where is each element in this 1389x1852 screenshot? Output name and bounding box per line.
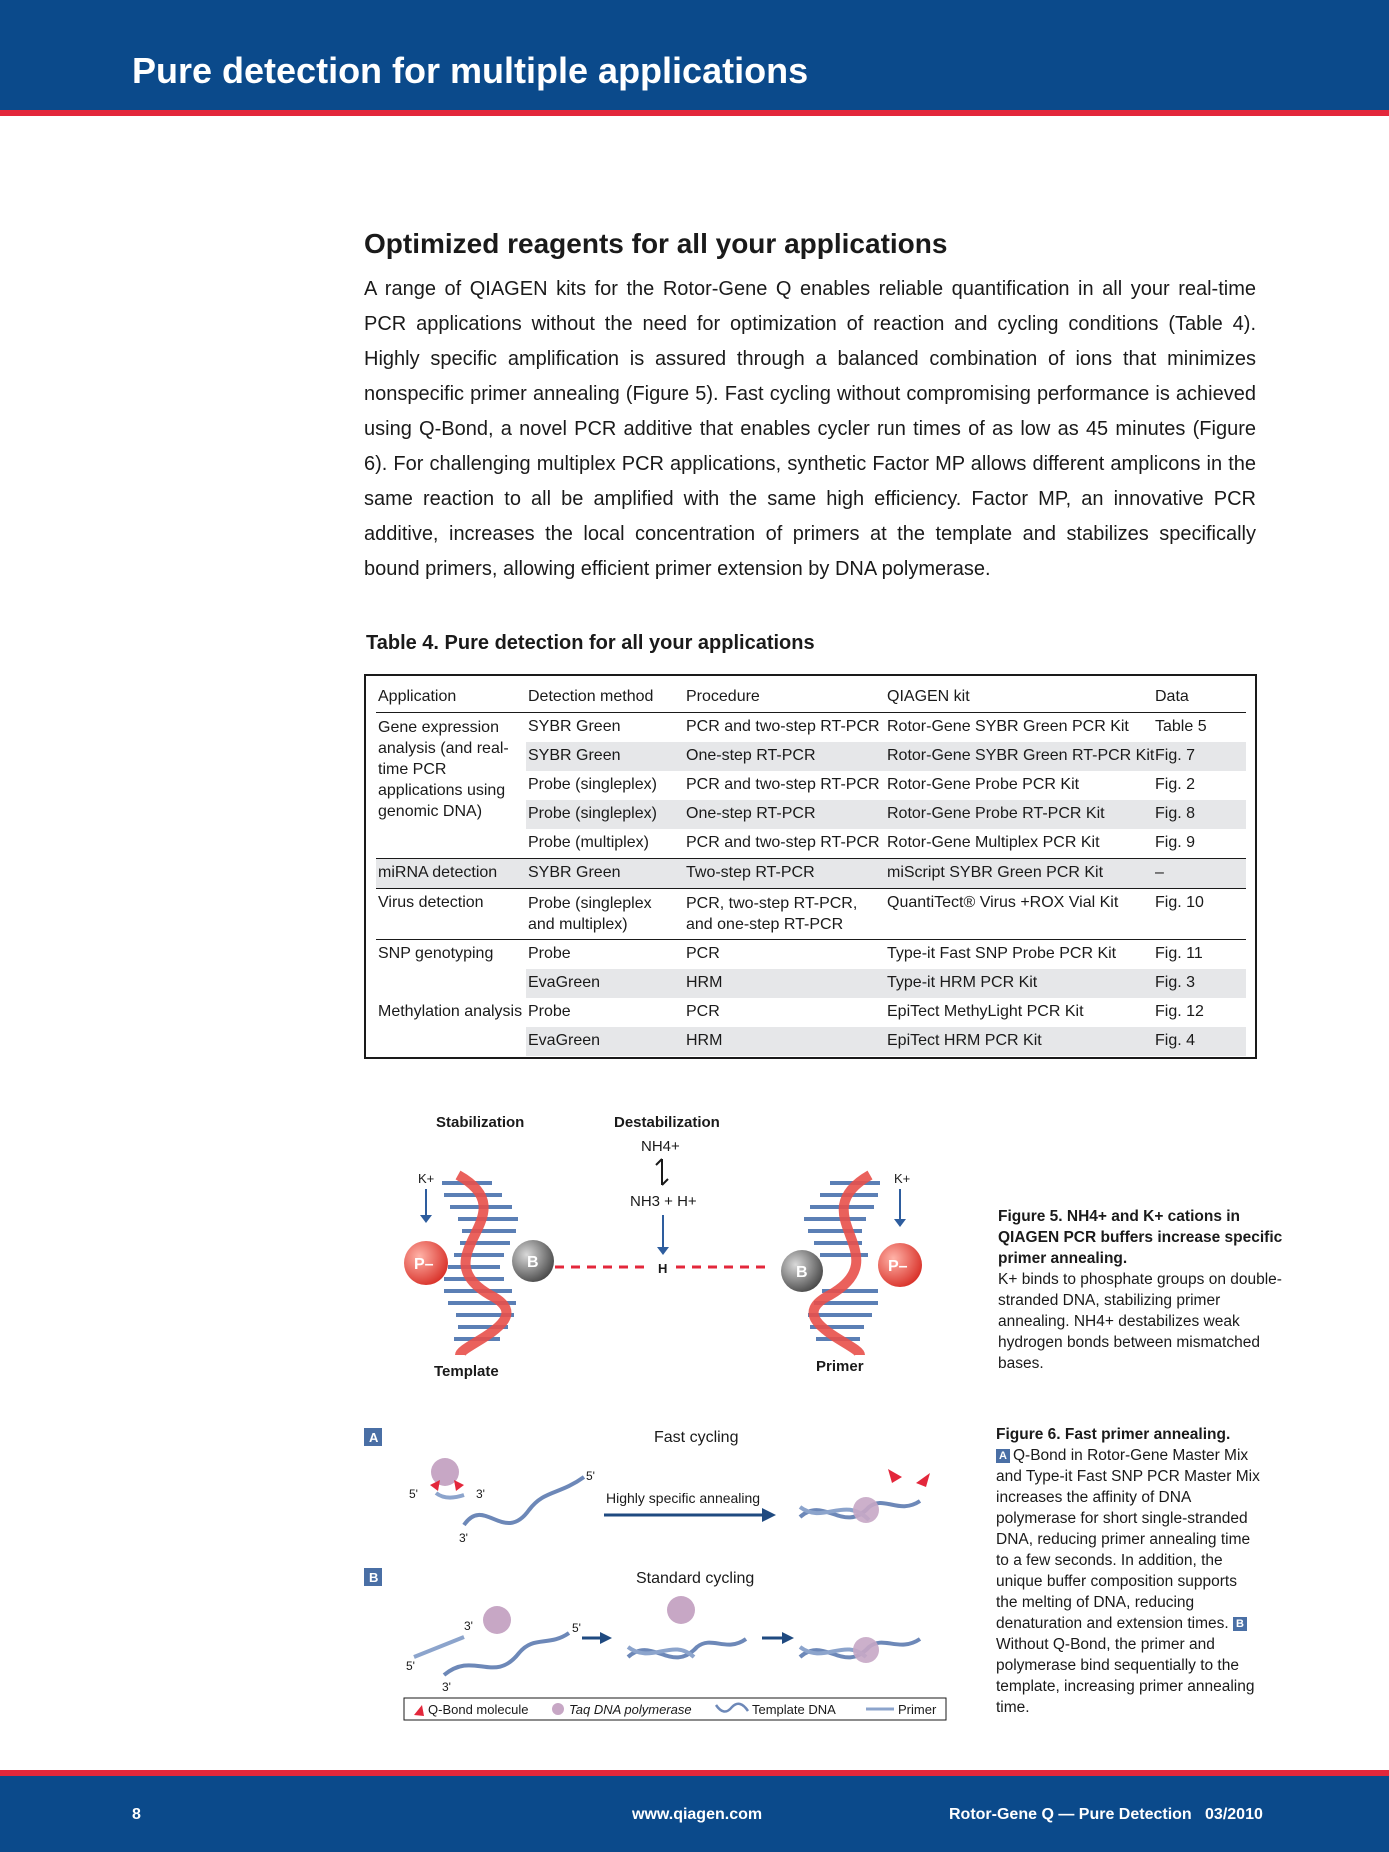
- cell-method: SYBR Green: [528, 718, 621, 735]
- cell-method: Probe (singleplex): [528, 776, 657, 793]
- k-left-arrowhead: [420, 1215, 432, 1223]
- nh4-label: NH4+: [641, 1138, 680, 1155]
- cell-data: Fig. 10: [1153, 889, 1246, 940]
- nh3-label: NH3 + H+: [630, 1193, 697, 1210]
- taq-legend-icon: [552, 1703, 564, 1715]
- three-prime-a1: 3': [476, 1487, 485, 1501]
- five-prime-b2: 5': [572, 1621, 581, 1635]
- table-row: [376, 940, 1246, 970]
- k-right-label: K+: [894, 1171, 911, 1186]
- cell-procedure: PCR and two-step RT-PCR: [686, 834, 880, 851]
- standard-cycling-title: Standard cycling: [636, 1570, 755, 1587]
- figure-5-diagram: [400, 1105, 940, 1390]
- legend-template: Template DNA: [752, 1702, 836, 1717]
- five-prime-a1: 5': [409, 1487, 418, 1501]
- legend-taq: Taq DNA polymerase: [569, 1702, 692, 1717]
- destabilization-label: Destabilization: [614, 1114, 720, 1131]
- section-body: A range of QIAGEN kits for the Rotor-Gene Q enables reliable quantification in all your real-time PCR applications without the need for optimization of reaction and cycling conditions (Table 4). Highly specific amplification is assured through a balanced combination of ions that minimizes nonspecific primer annealing (Figure 5). Fast cycling without compromising performance is achieved using Q-Bond, a novel PCR additive that enables cycler run times of as low as 45 minutes (Figure 6). For challenging multiplex PCR applications, synthetic Factor MP allows different amplicons in the same reaction to all be amplified with the same high efficiency. Factor MP, an innovative PCR additive, increases the local concentration of primers at the template and stabilizes specifically bound primers, allowing efficient primer extension by DNA polymerase.: [364, 278, 1256, 580]
- badge-b-label: B: [369, 1570, 379, 1585]
- qbond-a2: [454, 1480, 464, 1491]
- cell-application: SNP genotyping: [376, 940, 526, 999]
- cell-method: SYBR Green: [526, 742, 684, 771]
- cell-data: Fig. 2: [1155, 776, 1196, 793]
- stabilization-label: Stabilization: [436, 1114, 525, 1131]
- cell-kit: Rotor-Gene SYBR Green RT-PCR Kit: [885, 742, 1153, 771]
- cell-procedure: One-step RT-PCR: [684, 800, 885, 829]
- k-left-label: K+: [418, 1171, 435, 1186]
- table-row: [376, 859, 1246, 889]
- header-detection-method: Detection method: [526, 684, 684, 713]
- cell-kit: Rotor-Gene Probe RT-PCR Kit: [885, 800, 1153, 829]
- footer-url: www.qiagen.com: [632, 1806, 763, 1823]
- header-application: Application: [376, 684, 526, 713]
- header-stripe: [0, 110, 1389, 116]
- legend-qbond: Q-Bond molecule: [428, 1702, 529, 1717]
- figure-5-caption-title: Figure 5. NH4+ and K+ cations in QIAGEN PCR buffers increase specific primer annealing.: [998, 1208, 1283, 1267]
- badge-a-label: A: [369, 1430, 379, 1445]
- figure-6-caption: [996, 1424, 1262, 1718]
- header-qiagen-kit: QIAGEN kit: [885, 684, 1153, 713]
- table-header-row: [376, 684, 1246, 713]
- cell-kit: Rotor-Gene SYBR Green PCR Kit: [887, 718, 1129, 735]
- annealing-arrowhead: [762, 1508, 776, 1522]
- b-right-label: B: [796, 1264, 808, 1281]
- caption-badge-a: A: [996, 1449, 1010, 1463]
- cell-kit: QuantiTect® Virus +ROX Vial Kit: [885, 889, 1153, 940]
- k-right-arrowhead: [894, 1219, 906, 1227]
- fast-cycling-title: Fast cycling: [654, 1429, 739, 1446]
- cell-method: Probe (singleplex and multiplex): [526, 889, 684, 940]
- cell-procedure: Two-step RT-PCR: [684, 859, 885, 889]
- taq-polymerase-a-result: [853, 1497, 879, 1523]
- figure-6-caption-title: Figure 6. Fast primer annealing.: [996, 1426, 1231, 1443]
- three-prime-b2: 3': [442, 1680, 451, 1694]
- taq-polymerase-b2: [483, 1606, 511, 1634]
- cell-data: Fig. 9: [1155, 834, 1196, 851]
- cell-procedure: PCR: [684, 940, 885, 970]
- cell-kit: Rotor-Gene Probe PCR Kit: [887, 776, 1080, 793]
- cell-method: SYBR Green: [526, 859, 684, 889]
- template-a: [464, 1477, 584, 1525]
- applications-table: [376, 684, 1246, 1056]
- highly-specific-annealing-label: Highly specific annealing: [606, 1490, 761, 1506]
- five-prime-b1: 5': [406, 1659, 415, 1673]
- cell-data: Fig. 7: [1153, 742, 1246, 771]
- three-prime-a2: 3': [459, 1531, 468, 1545]
- cell-kit: miScript SYBR Green PCR Kit: [885, 859, 1153, 889]
- table-title: Table 4. Pure detection for all your applications: [366, 632, 815, 654]
- cell-method: Probe: [526, 940, 684, 970]
- cell-data: Fig. 3: [1153, 969, 1246, 998]
- cell-application: Gene expression analysis (and real-time PCR applications using genomic DNA): [378, 719, 509, 820]
- primer-b: [414, 1637, 464, 1657]
- primer-label: Primer: [816, 1358, 864, 1375]
- p-right-label: P–: [888, 1258, 908, 1275]
- cell-application: Methylation analysis: [378, 1003, 523, 1020]
- cell-procedure: HRM: [684, 969, 885, 998]
- h-arrow-head: [657, 1247, 669, 1255]
- cell-method: Probe (singleplex): [526, 800, 684, 829]
- figure-6-diagram: [364, 1425, 956, 1725]
- cell-kit: Type-it HRM PCR Kit: [885, 969, 1153, 998]
- cell-application: Virus detection: [376, 889, 526, 940]
- page-title: Pure detection for multiple applications: [132, 50, 809, 91]
- taq-polymerase-b-result: [853, 1637, 879, 1663]
- table-row: [376, 889, 1246, 940]
- cell-procedure: PCR, two-step RT-PCR, and one-step RT-PCR: [684, 889, 885, 940]
- taq-polymerase-b1: [667, 1596, 695, 1624]
- section-title: Optimized reagents for all your applications: [364, 228, 948, 259]
- cell-data: Fig. 12: [1155, 1003, 1204, 1020]
- b-left-label: B: [527, 1254, 539, 1271]
- cell-data: –: [1153, 859, 1246, 889]
- data-table: [364, 674, 1257, 1059]
- cell-procedure: PCR and two-step RT-PCR: [686, 776, 880, 793]
- header-procedure: Procedure: [684, 684, 885, 713]
- figure-6-caption-b: Without Q-Bond, the primer and polymerase bind sequentially to the template, increasing primer annealing time.: [996, 1636, 1255, 1716]
- cell-application: miRNA detection: [376, 859, 526, 889]
- cell-kit: EpiTect MethyLight PCR Kit: [887, 1003, 1084, 1020]
- cell-method: Probe: [528, 1003, 571, 1020]
- qbond-a4: [916, 1473, 930, 1487]
- cell-data: Fig. 8: [1153, 800, 1246, 829]
- cell-data: Fig. 4: [1153, 1027, 1246, 1056]
- cell-method: EvaGreen: [526, 1027, 684, 1056]
- template-label: Template: [434, 1363, 499, 1380]
- cell-data: Fig. 11: [1153, 940, 1246, 970]
- h-label: H: [658, 1261, 668, 1276]
- primer-a: [436, 1493, 464, 1498]
- legend-primer: Primer: [898, 1702, 937, 1717]
- three-prime-b1: 3': [464, 1619, 473, 1633]
- cell-kit: EpiTect HRM PCR Kit: [885, 1027, 1153, 1056]
- page-number: 8: [132, 1806, 141, 1823]
- cell-kit: Rotor-Gene Multiplex PCR Kit: [887, 834, 1100, 851]
- arrow-b2-head: [782, 1632, 794, 1644]
- table-row: [376, 713, 1246, 743]
- cell-method: Probe (multiplex): [528, 834, 649, 851]
- caption-badge-b: B: [1233, 1617, 1247, 1631]
- cell-procedure: One-step RT-PCR: [684, 742, 885, 771]
- template-helix: [442, 1175, 518, 1355]
- cell-procedure: PCR and two-step RT-PCR: [686, 718, 880, 735]
- table-row: [376, 998, 1246, 1027]
- qbond-a3: [888, 1469, 902, 1483]
- cell-procedure: HRM: [684, 1027, 885, 1056]
- p-left-label: P–: [414, 1256, 434, 1273]
- header-data: Data: [1153, 684, 1246, 713]
- figure-5-caption: [998, 1206, 1288, 1374]
- cell-data: Table 5: [1155, 718, 1207, 735]
- cell-procedure: PCR: [686, 1003, 720, 1020]
- cell-method: EvaGreen: [526, 969, 684, 998]
- footer-document: Rotor-Gene Q — Pure Detection 03/2010: [949, 1806, 1263, 1823]
- figure-6-caption-a: Q-Bond in Rotor-Gene Master Mix and Type-it Fast SNP PCR Master Mix increases the affinity of DNA polymerase for short single-stranded DNA, reducing primer annealing time to a few seconds. In addition, the unique buffer composition supports the melting of DNA, reducing denaturation and extension times.: [996, 1447, 1260, 1632]
- arrow-b1-head: [600, 1632, 612, 1644]
- equilibrium-arrow: [656, 1159, 668, 1185]
- five-prime-a2: 5': [586, 1469, 595, 1483]
- cell-kit: Type-it Fast SNP Probe PCR Kit: [885, 940, 1153, 970]
- figure-5-caption-body: K+ binds to phosphate groups on double-stranded DNA, stabilizing primer annealing. NH4+ destabilizes weak hydrogen bonds between mismatched bases.: [998, 1271, 1282, 1372]
